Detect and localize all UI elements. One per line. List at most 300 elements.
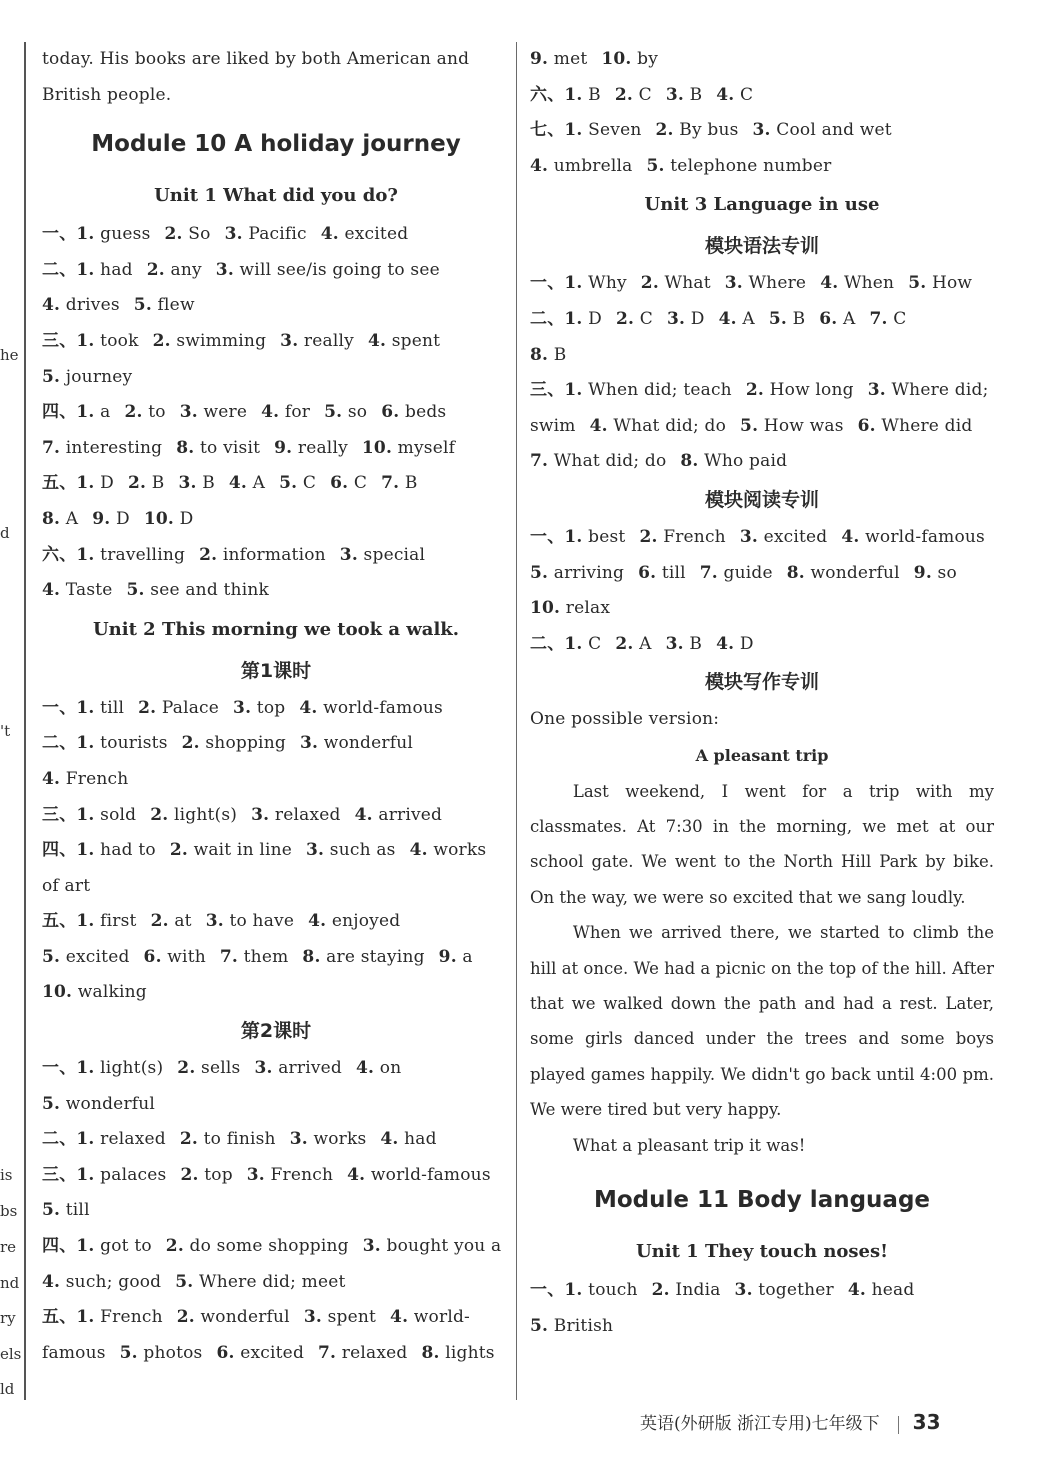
answer-line (42, 217, 510, 253)
question-number: 4. (589, 415, 608, 436)
question-number: 3. (665, 633, 684, 654)
edge-fragment: he (0, 346, 19, 364)
question-number: 3. (724, 273, 743, 294)
answer-text: Why (582, 273, 627, 294)
answer-text: excited (60, 946, 130, 967)
question-number: 5. (133, 295, 152, 316)
answer-text: guide (717, 562, 773, 583)
answer-text: really (298, 330, 354, 351)
answer-text: by (631, 49, 659, 69)
answer-line (42, 538, 510, 574)
question-number: 4. (530, 155, 549, 176)
question-number: 3. (289, 1129, 308, 1150)
question-number: 10. (530, 598, 561, 619)
question-number: 三、1. (530, 380, 583, 401)
answer-text: took (94, 330, 139, 351)
answer-line (530, 556, 994, 592)
answer-text: interesting (60, 437, 163, 458)
answer-line (530, 627, 994, 663)
answer-text: walking (72, 982, 147, 1003)
question-number: 3. (178, 473, 197, 494)
question-number: 5. (42, 946, 61, 967)
question-number: 6. (381, 402, 400, 423)
answer-text: B (683, 84, 703, 105)
answer-text: arriving (548, 562, 625, 583)
question-number: 3. (339, 544, 358, 565)
unit-2-answers-continued (530, 42, 994, 184)
answer-line (42, 1087, 510, 1123)
answer-text: A (633, 633, 652, 654)
question-number: 2. (615, 633, 634, 654)
question-number: 4. (299, 697, 318, 718)
answer-text: When (838, 273, 895, 294)
question-number: 4. (42, 768, 61, 789)
answer-text: excited (338, 224, 409, 245)
question-number: 8. (680, 451, 699, 472)
answer-line (42, 360, 510, 396)
question-number: 二、1. (42, 1129, 95, 1150)
question-number: 7. (219, 946, 239, 967)
answer-text: B (399, 473, 418, 494)
answer-text: So (182, 224, 211, 245)
answer-text: got to (94, 1236, 152, 1257)
answer-text: to (142, 402, 166, 423)
answer-text: B (582, 84, 601, 105)
module-11-unit-1-answers (530, 1273, 994, 1344)
answer-text: wonderful (194, 1307, 290, 1328)
question-number: 5. (279, 473, 298, 494)
answer-line (530, 409, 994, 445)
question-number: 9. (92, 508, 111, 529)
question-number: 2. (199, 544, 218, 565)
answer-line (42, 573, 510, 609)
answer-text: together (752, 1279, 834, 1300)
answer-text: B (683, 633, 703, 654)
answer-text: relaxed (94, 1129, 166, 1150)
answer-text: journey (60, 366, 133, 387)
answer-line (42, 395, 510, 431)
module-11-unit-1-title: Unit 1 They touch noses! (635, 1240, 889, 1262)
question-number: 2. (616, 308, 635, 329)
question-number: 8. (530, 344, 549, 365)
lesson-2-answers (42, 1051, 510, 1371)
answer-text: wonderful (804, 562, 900, 583)
question-number: 7. (318, 1342, 337, 1363)
answer-line (42, 1158, 510, 1194)
unit-2-title: Unit 2 This morning we took a walk. (92, 618, 460, 640)
answer-text: telephone number (664, 155, 832, 176)
answer-text: first (94, 911, 137, 932)
question-number: 2. (745, 380, 764, 401)
question-number: 2. (150, 804, 169, 825)
writing-section-title: 模块写作专训 (704, 671, 819, 694)
answer-text: C (297, 473, 317, 494)
question-number: 2. (169, 840, 188, 861)
answer-line (42, 904, 510, 940)
answer-text: were (197, 402, 248, 423)
answer-text: B (548, 344, 567, 365)
question-number: 五、1. (42, 473, 95, 494)
question-number: 4. (320, 224, 339, 245)
answer-text: D (94, 473, 114, 494)
question-number: 3. (666, 308, 686, 329)
answer-text: touch (582, 1279, 638, 1300)
answer-text: C (348, 473, 368, 494)
question-number: 4. (820, 273, 839, 294)
answer-text: on (374, 1058, 402, 1079)
answer-text: What did; do (548, 451, 667, 472)
answer-text: D (685, 308, 705, 329)
question-number: 2. (177, 1058, 196, 1079)
question-number: 一、1. (42, 697, 95, 718)
answer-text: Palace (156, 697, 220, 718)
answer-text: bought you a (380, 1236, 502, 1257)
answer-text: to visit (194, 437, 261, 458)
answer-line (42, 466, 510, 502)
question-number: 10. (601, 49, 632, 69)
answer-line (42, 762, 510, 798)
module-11-title: Module 11 Body language (593, 1186, 931, 1213)
answer-text: shopping (199, 733, 286, 754)
question-number: 2. (614, 84, 634, 105)
question-number: 4. (841, 526, 860, 547)
question-number: 3. (734, 1279, 753, 1300)
question-number: 二、1. (530, 633, 583, 654)
answer-text: had to (94, 840, 156, 861)
answer-line (530, 338, 994, 374)
answer-text: beds (399, 402, 447, 423)
question-number: 3. (215, 259, 234, 280)
answer-text: What did; do (607, 415, 727, 436)
answer-text: How (926, 273, 973, 294)
unit-1-title: Unit 1 What did you do? (154, 185, 398, 207)
answer-line (42, 1229, 510, 1265)
question-number: 5. (42, 366, 61, 387)
edge-fragment: 't (0, 722, 11, 740)
question-number: 2. (152, 330, 171, 351)
answer-text: French (94, 1307, 163, 1328)
answer-line (42, 1051, 510, 1087)
column-divider (516, 42, 517, 1400)
answer-text: French (60, 768, 129, 789)
answer-line (42, 691, 510, 727)
answer-text: B (146, 473, 165, 494)
answer-text: excited (758, 526, 828, 547)
question-number: 2. (176, 1307, 195, 1328)
question-number: 6. (143, 946, 162, 967)
answer-text: C (633, 84, 652, 105)
question-number: 4. (716, 633, 735, 654)
question-number: 9. (530, 49, 549, 69)
lesson-1-title: 第1课时 (240, 659, 312, 682)
answer-text: Seven (582, 120, 642, 141)
answer-line (42, 1193, 510, 1229)
question-number: 一、1. (42, 1058, 95, 1079)
answer-text: had (398, 1129, 437, 1150)
question-number: 6. (330, 473, 349, 494)
edge-fragment: els (0, 1345, 22, 1363)
question-number: 5. (175, 1271, 194, 1292)
question-number: 5. (646, 155, 665, 176)
answer-text: such as (324, 840, 396, 861)
unit-3-title: Unit 3 Language in use (644, 194, 880, 216)
question-number: 6. (857, 415, 876, 436)
question-number: 7. (699, 562, 718, 583)
answer-text: Where did (875, 415, 973, 436)
answer-text: best (582, 526, 626, 547)
question-number: 3. (179, 402, 198, 423)
question-number: 2. (640, 273, 659, 294)
answer-line (42, 1300, 510, 1336)
question-number: 2. (146, 259, 165, 280)
answer-text: of art (42, 875, 91, 896)
answer-text: French (657, 526, 726, 547)
answer-text: world-famous (365, 1164, 491, 1185)
answer-line (42, 726, 510, 762)
answer-text: world-famous (317, 697, 443, 718)
answer-text: A (60, 508, 79, 529)
question-number: 3. (306, 840, 325, 861)
answer-line (530, 1309, 994, 1345)
question-number: 四、1. (42, 402, 95, 423)
question-number: 一、1. (530, 1279, 583, 1300)
answer-text: relax (560, 598, 611, 619)
answer-text: top (198, 1164, 233, 1185)
question-number: 五、1. (42, 1307, 95, 1328)
edge-fragment: d (0, 524, 10, 542)
answer-text: C (582, 633, 602, 654)
answer-text: special (357, 544, 426, 565)
question-number: 7. (869, 308, 888, 329)
question-number: 3. (665, 84, 684, 105)
answer-line (42, 798, 510, 834)
answer-text: lights (439, 1342, 495, 1363)
answer-text: D (174, 508, 194, 529)
question-number: 4. (356, 1058, 375, 1079)
answer-line (530, 591, 994, 627)
answer-text: drives (60, 295, 120, 316)
question-number: 8. (42, 508, 61, 529)
version-label: One possible version: (530, 709, 720, 730)
question-number: 4. (380, 1129, 399, 1150)
answer-text: travelling (94, 544, 186, 565)
answer-text: at (168, 911, 192, 932)
answer-line (42, 502, 510, 538)
answer-text: met (548, 49, 588, 69)
answer-text: top (251, 697, 286, 718)
answer-line (42, 1122, 510, 1158)
question-number: 8. (302, 946, 321, 967)
question-number: 7. (42, 437, 61, 458)
answer-line (530, 78, 994, 114)
lesson-2-title: 第2课时 (240, 1020, 312, 1043)
answer-line (530, 373, 994, 409)
question-number: 2. (179, 1129, 199, 1150)
question-number: 3. (280, 330, 299, 351)
answer-text: wait in line (187, 840, 293, 861)
question-number: 三、1. (42, 330, 95, 351)
answer-text: B (786, 308, 806, 329)
answer-text: guess (94, 224, 151, 245)
answer-text: Where (742, 273, 807, 294)
question-number: 3. (362, 1236, 381, 1257)
question-number: 4. (367, 330, 387, 351)
answer-text: with (161, 946, 206, 967)
answer-line (530, 113, 994, 149)
edge-fragment: ry (0, 1309, 16, 1327)
answer-text: arrived (372, 804, 443, 825)
question-number: 4. (308, 911, 327, 932)
question-number: 5. (530, 562, 549, 583)
answer-text: so (931, 562, 957, 583)
answer-line (530, 302, 994, 338)
answer-text: myself (392, 437, 456, 458)
answer-text: umbrella (548, 155, 633, 176)
question-number: 4. (42, 295, 61, 316)
question-number: 5. (908, 273, 927, 294)
unit-1-answers (42, 217, 510, 609)
answer-text: spent (386, 330, 441, 351)
answer-text: a (94, 402, 111, 423)
footer-separator (898, 1416, 899, 1434)
question-number: 5. (768, 308, 787, 329)
question-number: 3. (246, 1164, 265, 1185)
question-number: 2. (181, 733, 200, 754)
question-number: 5. (42, 1200, 61, 1221)
answer-text: How was (758, 415, 844, 436)
answer-text: D (582, 308, 602, 329)
answer-text: photos (137, 1342, 203, 1363)
answer-text: What (658, 273, 711, 294)
answer-text: till (656, 562, 686, 583)
answer-text: Pacific (242, 224, 307, 245)
answer-text: information (217, 544, 326, 565)
question-number: 4. (228, 473, 248, 494)
question-number: 3. (205, 911, 224, 932)
left-column (42, 42, 510, 1371)
question-number: 5. (324, 402, 343, 423)
answer-text: head (866, 1279, 915, 1300)
question-number: 3. (303, 1307, 322, 1328)
answer-text: flew (151, 295, 195, 316)
answer-line (42, 288, 510, 324)
question-number: 五、1. (42, 911, 95, 932)
grammar-answers (530, 266, 994, 480)
answer-text: tourists (94, 733, 168, 754)
answer-text: light(s) (168, 804, 238, 825)
question-number: 5. (119, 1342, 138, 1363)
answer-text: any (164, 259, 202, 280)
question-number: 2. (164, 224, 183, 245)
answer-text: How long (764, 380, 854, 401)
question-number: 3. (739, 526, 758, 547)
answer-text: Where did; (885, 380, 989, 401)
answer-text: do some shopping (183, 1236, 349, 1257)
answer-text: Who paid (698, 451, 788, 472)
question-number: 三、1. (42, 804, 95, 825)
answer-text: till (60, 1200, 90, 1221)
grammar-section-title: 模块语法专训 (704, 235, 819, 258)
answer-line (42, 1265, 510, 1301)
right-column (530, 42, 994, 1344)
answer-text: C (887, 308, 907, 329)
question-number: 2. (138, 697, 157, 718)
essay-paragraph: Last weekend, I went for a trip with my classmates. At 7:30 in the morning, we met at our school gate. We went to the North Hill Park by bike. On the way, we were so excited that we sang loudly. (530, 781, 994, 907)
question-number: 六、1. (42, 544, 95, 565)
answer-text: wonderful (60, 1093, 156, 1114)
answer-text: When did; teach (582, 380, 732, 401)
intro-line: today. His books are liked by both American and (42, 49, 470, 69)
question-number: 3. (752, 120, 771, 141)
answer-text: will see/is going to see (233, 259, 440, 280)
question-number: 10. (42, 982, 73, 1003)
answer-text: D (734, 633, 754, 654)
question-number: 9. (913, 562, 932, 583)
question-number: 2. (124, 402, 143, 423)
question-number: 七、1. (530, 120, 583, 141)
question-number: 3. (254, 1058, 273, 1079)
question-number: 4. (409, 840, 428, 861)
question-number: 6. (638, 562, 657, 583)
question-number: 4. (42, 580, 61, 601)
reading-section-title: 模块阅读专训 (704, 488, 819, 511)
question-number: 4. (718, 308, 737, 329)
answer-line (530, 42, 994, 78)
answer-text: sells (195, 1058, 241, 1079)
answer-text: excited (234, 1342, 305, 1363)
answer-text: relaxed (269, 804, 341, 825)
answer-text: them (238, 946, 289, 967)
question-number: 三、1. (42, 1164, 95, 1185)
answer-text: works (427, 840, 487, 861)
question-number: 3. (299, 733, 319, 754)
question-number: 二、1. (530, 308, 583, 329)
answer-line (530, 1273, 994, 1309)
question-number: 10. (361, 437, 393, 458)
question-number: 5. (530, 1315, 549, 1336)
question-number: 一、1. (530, 273, 583, 294)
module-10-title: Module 10 A holiday journey (91, 131, 461, 158)
answer-line (42, 940, 510, 976)
reading-answers (530, 520, 994, 662)
answer-line (42, 869, 510, 905)
question-number: 3. (867, 380, 886, 401)
answer-text: C (634, 308, 653, 329)
answer-text: to have (223, 911, 295, 932)
question-number: 4. (847, 1279, 867, 1300)
question-number: 9. (274, 437, 293, 458)
answer-text: Where did; meet (193, 1271, 346, 1292)
question-number: 3. (224, 224, 243, 245)
question-number: 一、1. (42, 224, 95, 245)
question-number: 2. (655, 120, 674, 141)
answer-text: B (196, 473, 215, 494)
question-number: 4. (347, 1164, 366, 1185)
answer-text: world-famous (859, 526, 985, 547)
answer-text: relaxed (336, 1342, 408, 1363)
answer-line (530, 444, 994, 480)
answer-text: are staying (320, 946, 425, 967)
book-title: 英语(外研版 浙江专用)七年级下 (640, 1414, 880, 1434)
answer-text: to finish (198, 1129, 276, 1150)
question-number: 5. (42, 1093, 61, 1114)
answer-text: world- (408, 1307, 470, 1328)
question-number: 4. (716, 84, 735, 105)
question-number: 9. (438, 946, 457, 967)
question-number: 2. (651, 1279, 670, 1300)
answer-text: D (110, 508, 130, 529)
question-number: 六、1. (530, 84, 583, 105)
